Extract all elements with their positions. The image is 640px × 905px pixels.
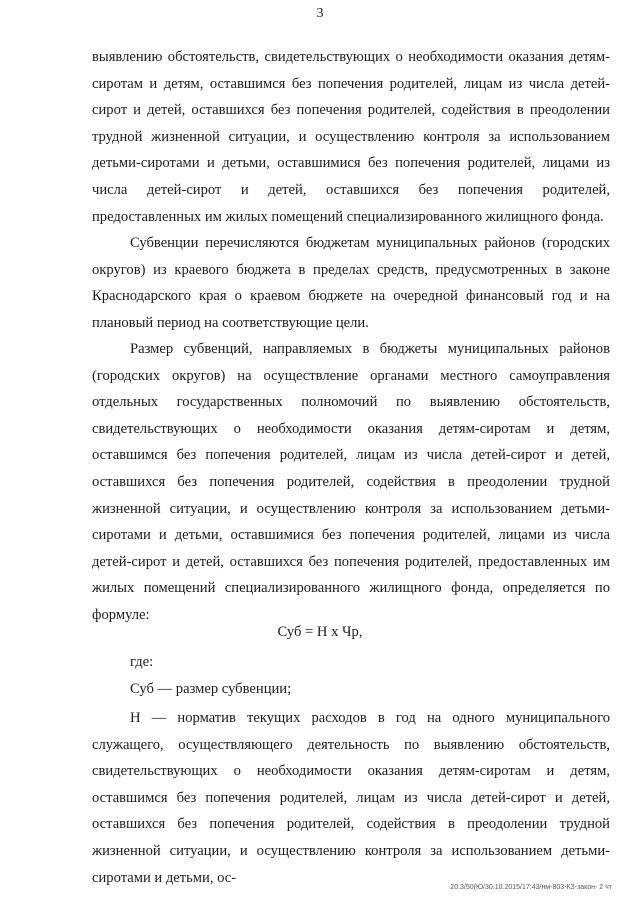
- formula: Суб = Н х Чр,: [277, 624, 363, 640]
- definition-sub: Суб — размер субвенции;: [130, 681, 292, 697]
- where-label: где:: [130, 654, 154, 670]
- paragraph-3: Размер субвенций, направляемых в бюджеты муниципальных районов (городских округов) на осуществление органами местного самоуправления отдельных государственных полномочий по выявлению обстоятельств, свидетельствующих о необходимости оказания детям-сиротам и детям, оставшимся без попечения родителей, лицам из числа детей-сирот и детей, оставшихся без попечения родителей, содействия в преодолении трудной жизненной ситуации, и осуществлению контроля за использованием детьми-сиротами и детьми, оставшимися без попечения родителей, лицами из числа детей-сирот и детей, оставшихся без попечения родителей, предоставленных им жилых помещений специализированного жилищного фонда, определяется по формуле:: [92, 341, 610, 623]
- definition-n: Н — норматив текущих расходов в год на одного муниципального служащего, осуществляющего деятельность по выявлению обстоятельств, свидетельствующих о необходимости оказания детям-сиротам и детям, оставшимся без попечения родителей, лицам из числа детей-сирот и детей, оставшихся без попечения родителей, содействия в преодолении трудной жизненной ситуации, и осуществлению контроля за использованием детьми-сиротами и детьми, ос-: [92, 710, 610, 886]
- page-number: 3: [316, 6, 324, 21]
- paragraph-1: выявлению обстоятельств, свидетельствующих о необходимости оказания детям-сиротам и детям, оставшимся без попечения родителей, лицам из числа детей-сирот и детей, оставшихся без попечения родителей, содействия в преодолении трудной жизненной ситуации, и осуществлению контроля за использованием детьми-сиротами и детьми, оставшимися без попечения родителей, лицами из числа детей-сирот и детей, оставшихся без попечения родителей, предоставленных им жилых помещений специализированного жилищного фонда.: [92, 49, 610, 225]
- footer-stamp: 20.3/50(Ю/30.10.2015/17:43/нм-803-КЗ-закон- 2 чт: [450, 884, 612, 891]
- paragraph-2: Субвенции перечисляются бюджетам муниципальных районов (городских округов) из краевого бюджета в пределах средств, предусмотренных в законе Краснодарского края о краевом бюджете на очередной финансовый год и на плановый период на соответствующие цели.: [92, 235, 610, 331]
